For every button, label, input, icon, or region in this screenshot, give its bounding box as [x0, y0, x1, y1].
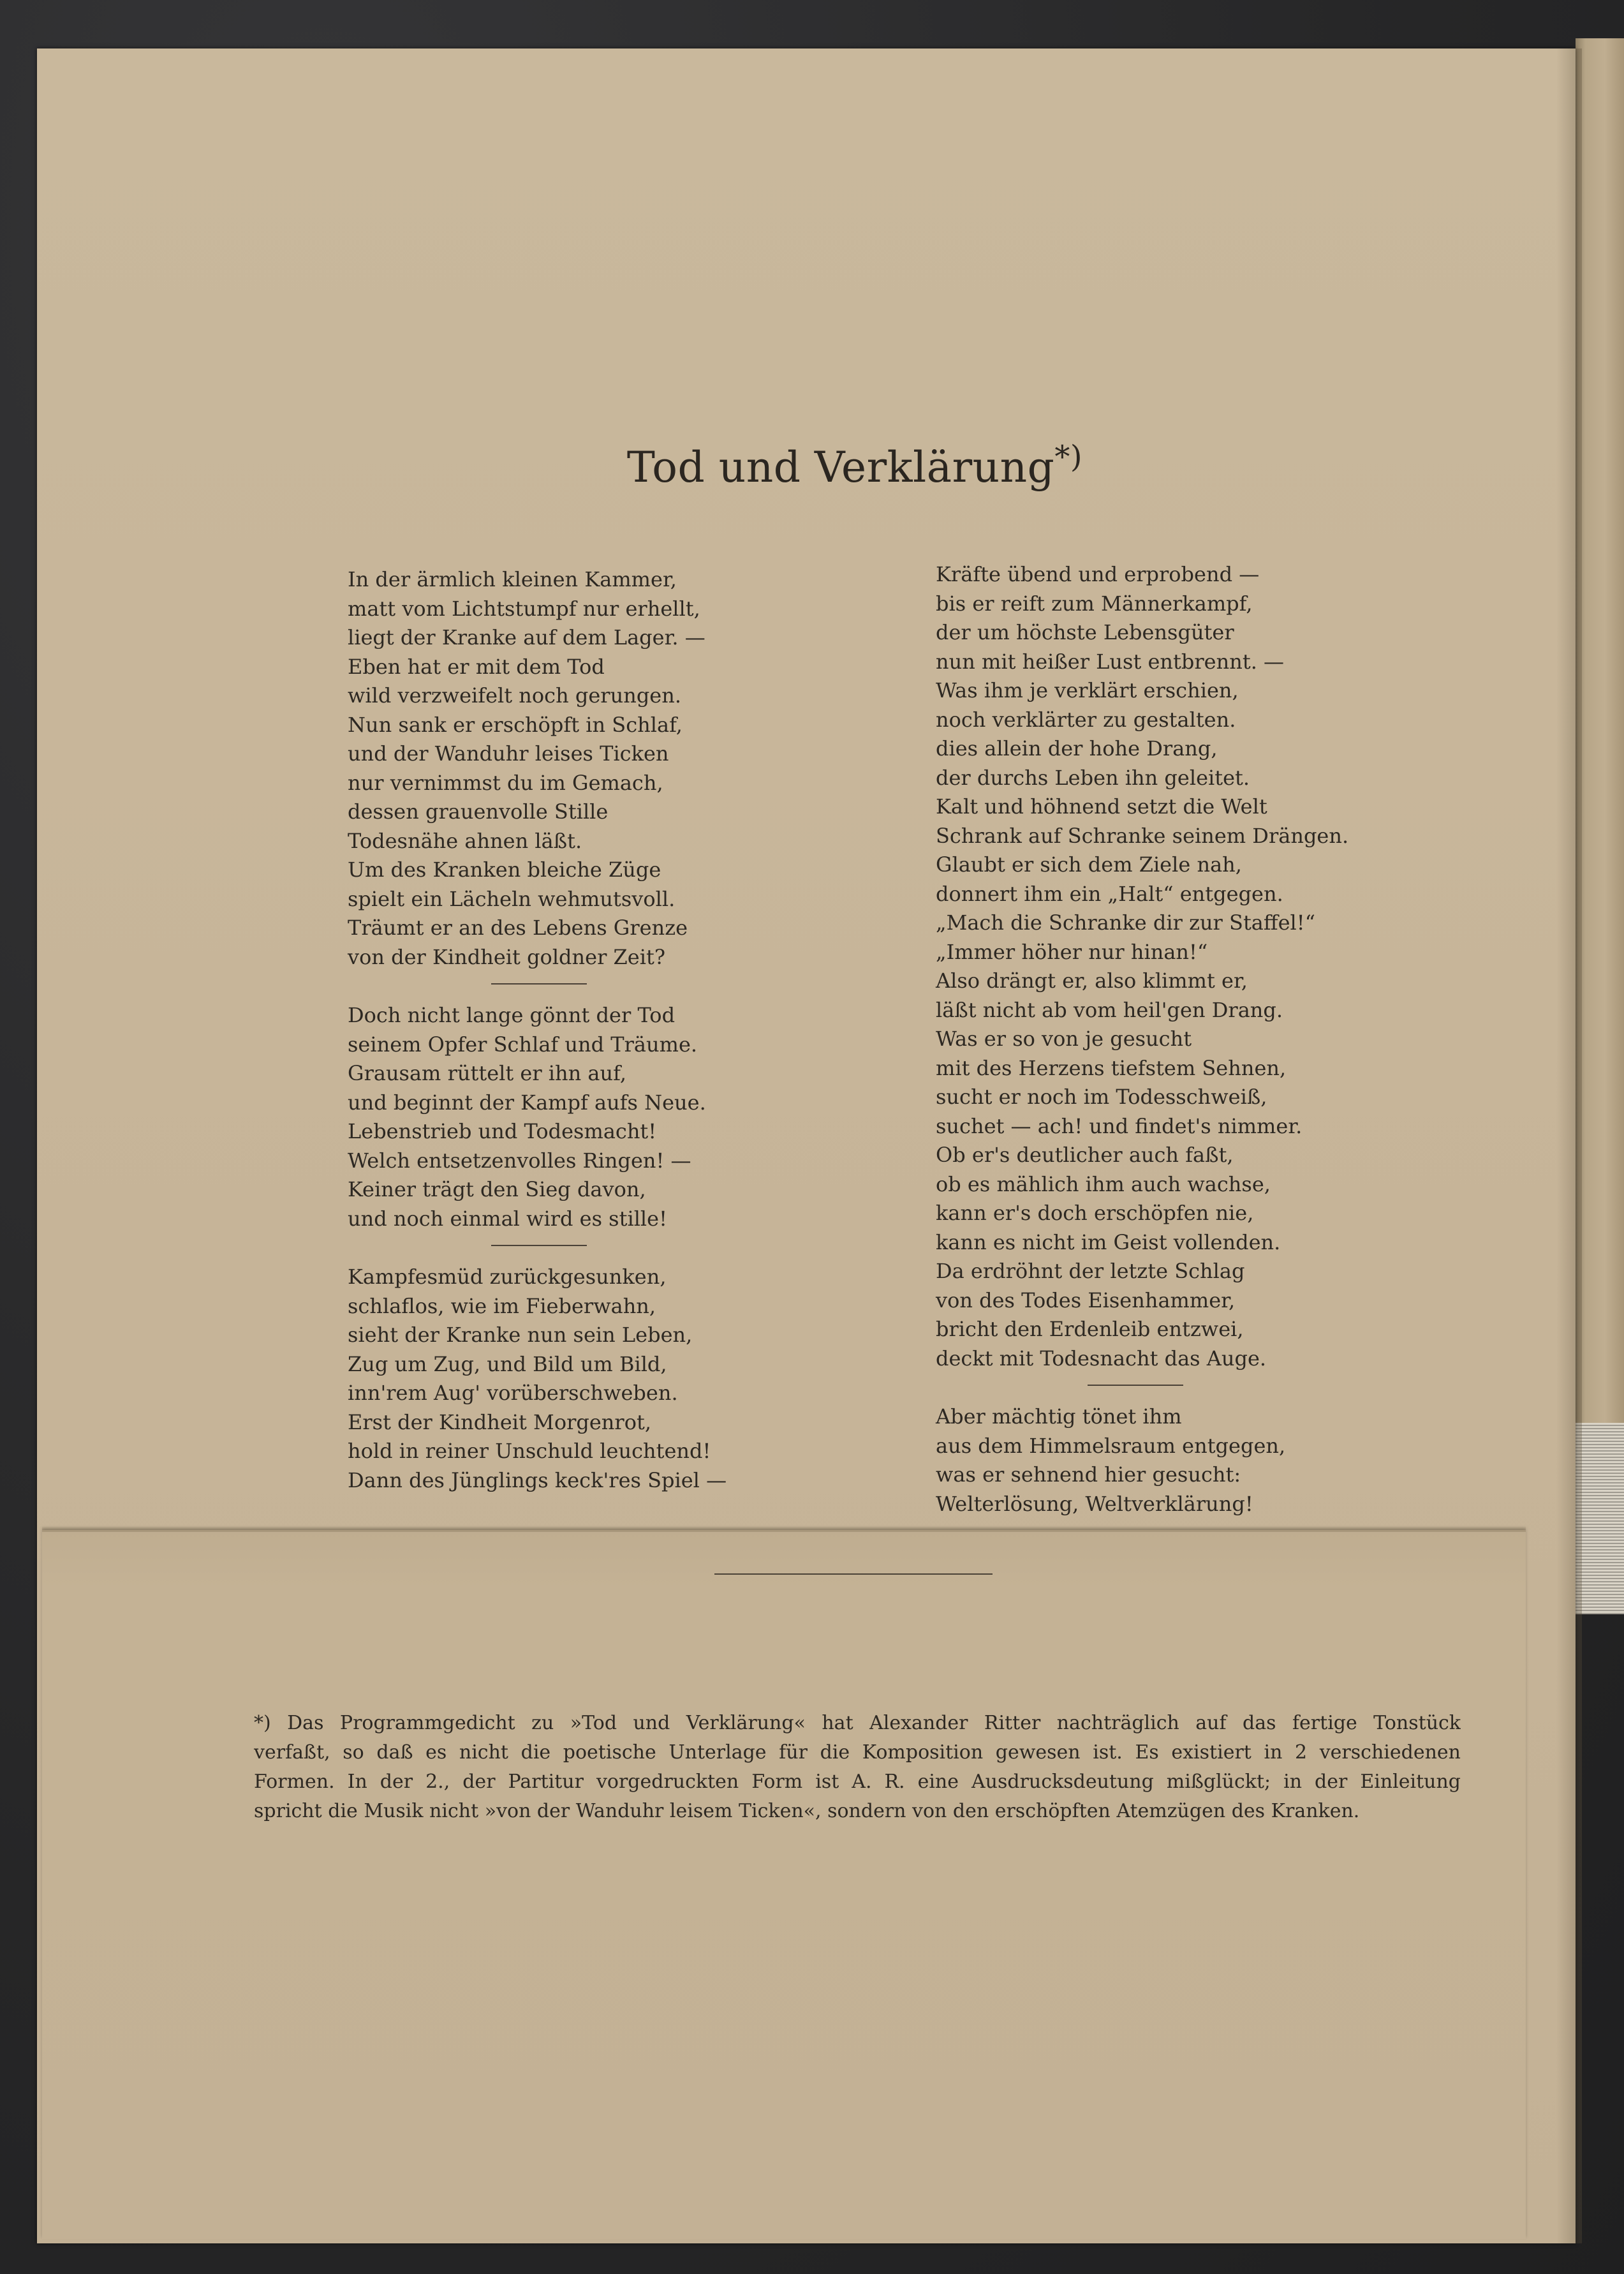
poem-line: Aber mächtig tönet ihm	[936, 1404, 1182, 1429]
poem-line: Also drängt er, also klimmt er,	[936, 969, 1248, 993]
footnote-line: *) Das Programmgedicht zu »Tod und Verklärung« hat Alexander Ritter nachträglich auf das fertige Tonstück	[254, 1712, 1461, 1734]
stanza-divider	[491, 983, 587, 985]
poem-line: liegt der Kranke auf dem Lager. —	[348, 625, 705, 650]
poem-line: deckt mit Todesnacht das Auge.	[936, 1346, 1267, 1371]
stanza-divider	[1088, 1385, 1183, 1386]
poem-line: Was ihm je verklärt erschien,	[936, 678, 1239, 702]
title-footnote-marker: *)	[1054, 439, 1083, 475]
poem-line: dies allein der hohe Drang,	[936, 736, 1218, 761]
poem-stanza	[348, 1263, 727, 1495]
poem-line: In der ärmlich kleinen Kammer,	[348, 567, 677, 591]
poem-line: „Immer höher nur hinan!“	[936, 939, 1208, 964]
poem-line: hold in reiner Unschuld leuchtend!	[348, 1439, 711, 1463]
poem-stanza	[936, 560, 1348, 1373]
poem-line: matt vom Lichtstumpf nur erhellt,	[348, 596, 700, 621]
poem-line: was er sehnend hier gesucht:	[936, 1462, 1241, 1487]
poem-line: aus dem Himmelsraum entgegen,	[936, 1433, 1286, 1458]
poem-line: sucht er noch im Todesschweiß,	[936, 1085, 1267, 1109]
poem-line: Träumt er an des Lebens Grenze	[348, 916, 688, 940]
footnote-line: verfaßt, so daß es nicht die poetische Unterlage für die Komposition gewesen ist. Es existiert in 2 verschiedenen	[254, 1741, 1461, 1764]
folded-lower-flap	[42, 1530, 1526, 2239]
poem-line: nur vernimmst du im Gemach,	[348, 770, 663, 795]
poem-line: und beginnt der Kampf aufs Neue.	[348, 1090, 706, 1115]
poem-stanza	[348, 1001, 727, 1233]
stanza-divider	[491, 1245, 587, 1246]
poem-line: Erst der Kindheit Morgenrot,	[348, 1409, 651, 1434]
poem-line: suchet — ach! und findet's nimmer.	[936, 1113, 1303, 1138]
poem-line: von der Kindheit goldner Zeit?	[348, 944, 665, 969]
poem-line: schlaflos, wie im Fieberwahn,	[348, 1293, 656, 1318]
poem-line: donnert ihm ein „Halt“ entgegen.	[936, 881, 1283, 906]
poem-line: Ob er's deutlicher auch faßt,	[936, 1143, 1234, 1167]
poem-line: Schrank auf Schranke seinem Drängen.	[936, 823, 1349, 848]
poem-line: Welterlösung, Weltverklärung!	[936, 1491, 1253, 1516]
poem-line: kann es nicht im Geist vollenden.	[936, 1230, 1281, 1254]
footnote-line: Formen. In der 2., der Partitur vorgedruckten Form ist A. R. eine Ausdrucksdeutung mißglückt; in der Einleitung	[254, 1771, 1461, 1793]
footnote-separator-rule	[714, 1573, 993, 1575]
poem-line: „Mach die Schranke dir zur Staffel!“	[936, 910, 1315, 935]
poem-line: Nun sank er erschöpft in Schlaf,	[348, 712, 683, 737]
poem-line: Kalt und höhnend setzt die Welt	[936, 794, 1267, 819]
adjacent-page-edge	[1576, 38, 1624, 1608]
page-title	[0, 439, 1624, 492]
poem-left-column	[348, 565, 727, 1495]
poem-line: dessen grauenvolle Stille	[348, 799, 609, 824]
poem-line: Kampfesmüd zurückgesunken,	[348, 1265, 667, 1289]
poem-line: bricht den Erdenleib entzwei,	[936, 1317, 1244, 1341]
poem-line: Was er so von je gesucht	[936, 1027, 1192, 1051]
poem-line: Todesnähe ahnen läßt.	[348, 828, 582, 853]
poem-line: läßt nicht ab vom heil'gen Drang.	[936, 997, 1283, 1022]
footnote-line: spricht die Musik nicht »von der Wanduhr leisem Ticken«, sondern von den erschöpften Atemzügen des Kranken.	[254, 1800, 1360, 1822]
poem-stanza	[936, 1402, 1348, 1519]
poem-line: ob es mählich ihm auch wachse,	[936, 1171, 1271, 1196]
poem-line: und der Wanduhr leises Ticken	[348, 741, 669, 766]
poem-line: Kräfte übend und erprobend —	[936, 562, 1260, 586]
poem-line: Um des Kranken bleiche Züge	[348, 858, 661, 882]
poem-line: Eben hat er mit dem Tod	[348, 654, 605, 679]
poem-line: Da erdröhnt der letzte Schlag	[936, 1259, 1245, 1283]
poem-right-column	[936, 560, 1348, 1519]
poem-line: der um höchste Lebensgüter	[936, 620, 1234, 644]
poem-line: inn'rem Aug' vorüberschweben.	[348, 1381, 678, 1405]
poem-line: Glaubt er sich dem Ziele nah,	[936, 852, 1242, 877]
footnote	[254, 1709, 1461, 1826]
poem-stanza	[348, 565, 727, 972]
poem-line: Lebenstrieb und Todesmacht!	[348, 1119, 657, 1143]
poem-line: wild verzweifelt noch gerungen.	[348, 683, 682, 708]
poem-line: Welch entsetzenvolles Ringen! —	[348, 1148, 691, 1173]
poem-line: der durchs Leben ihn geleitet.	[936, 765, 1250, 790]
poem-line: noch verklärter zu gestalten.	[936, 707, 1236, 732]
poem-line: Doch nicht lange gönnt der Tod	[348, 1003, 675, 1027]
poem-line: nun mit heißer Lust entbrennt. —	[936, 649, 1285, 674]
page-gutter-shadow	[1556, 48, 1582, 2243]
poem-line: bis er reift zum Männerkampf,	[936, 591, 1253, 616]
poem-line: mit des Herzens tiefstem Sehnen,	[936, 1055, 1287, 1080]
poem-line: Keiner trägt den Sieg davon,	[348, 1177, 646, 1201]
poem-line: kann er's doch erschöpfen nie,	[936, 1201, 1254, 1225]
poem-line: Dann des Jünglings keck'res Spiel —	[348, 1468, 727, 1492]
poem-line: Grausam rüttelt er ihn auf,	[348, 1061, 626, 1085]
poem-line: sieht der Kranke nun sein Leben,	[348, 1323, 693, 1347]
poem-line: und noch einmal wird es stille!	[348, 1206, 667, 1231]
poem-line: Zug um Zug, und Bild um Bild,	[348, 1351, 667, 1376]
poem-line: seinem Opfer Schlaf und Träume.	[348, 1032, 698, 1057]
poem-line: spielt ein Lächeln wehmutsvoll.	[348, 886, 675, 911]
poem-line: von des Todes Eisenhammer,	[936, 1288, 1236, 1312]
title-text: Tod und Verklärung	[626, 443, 1055, 492]
